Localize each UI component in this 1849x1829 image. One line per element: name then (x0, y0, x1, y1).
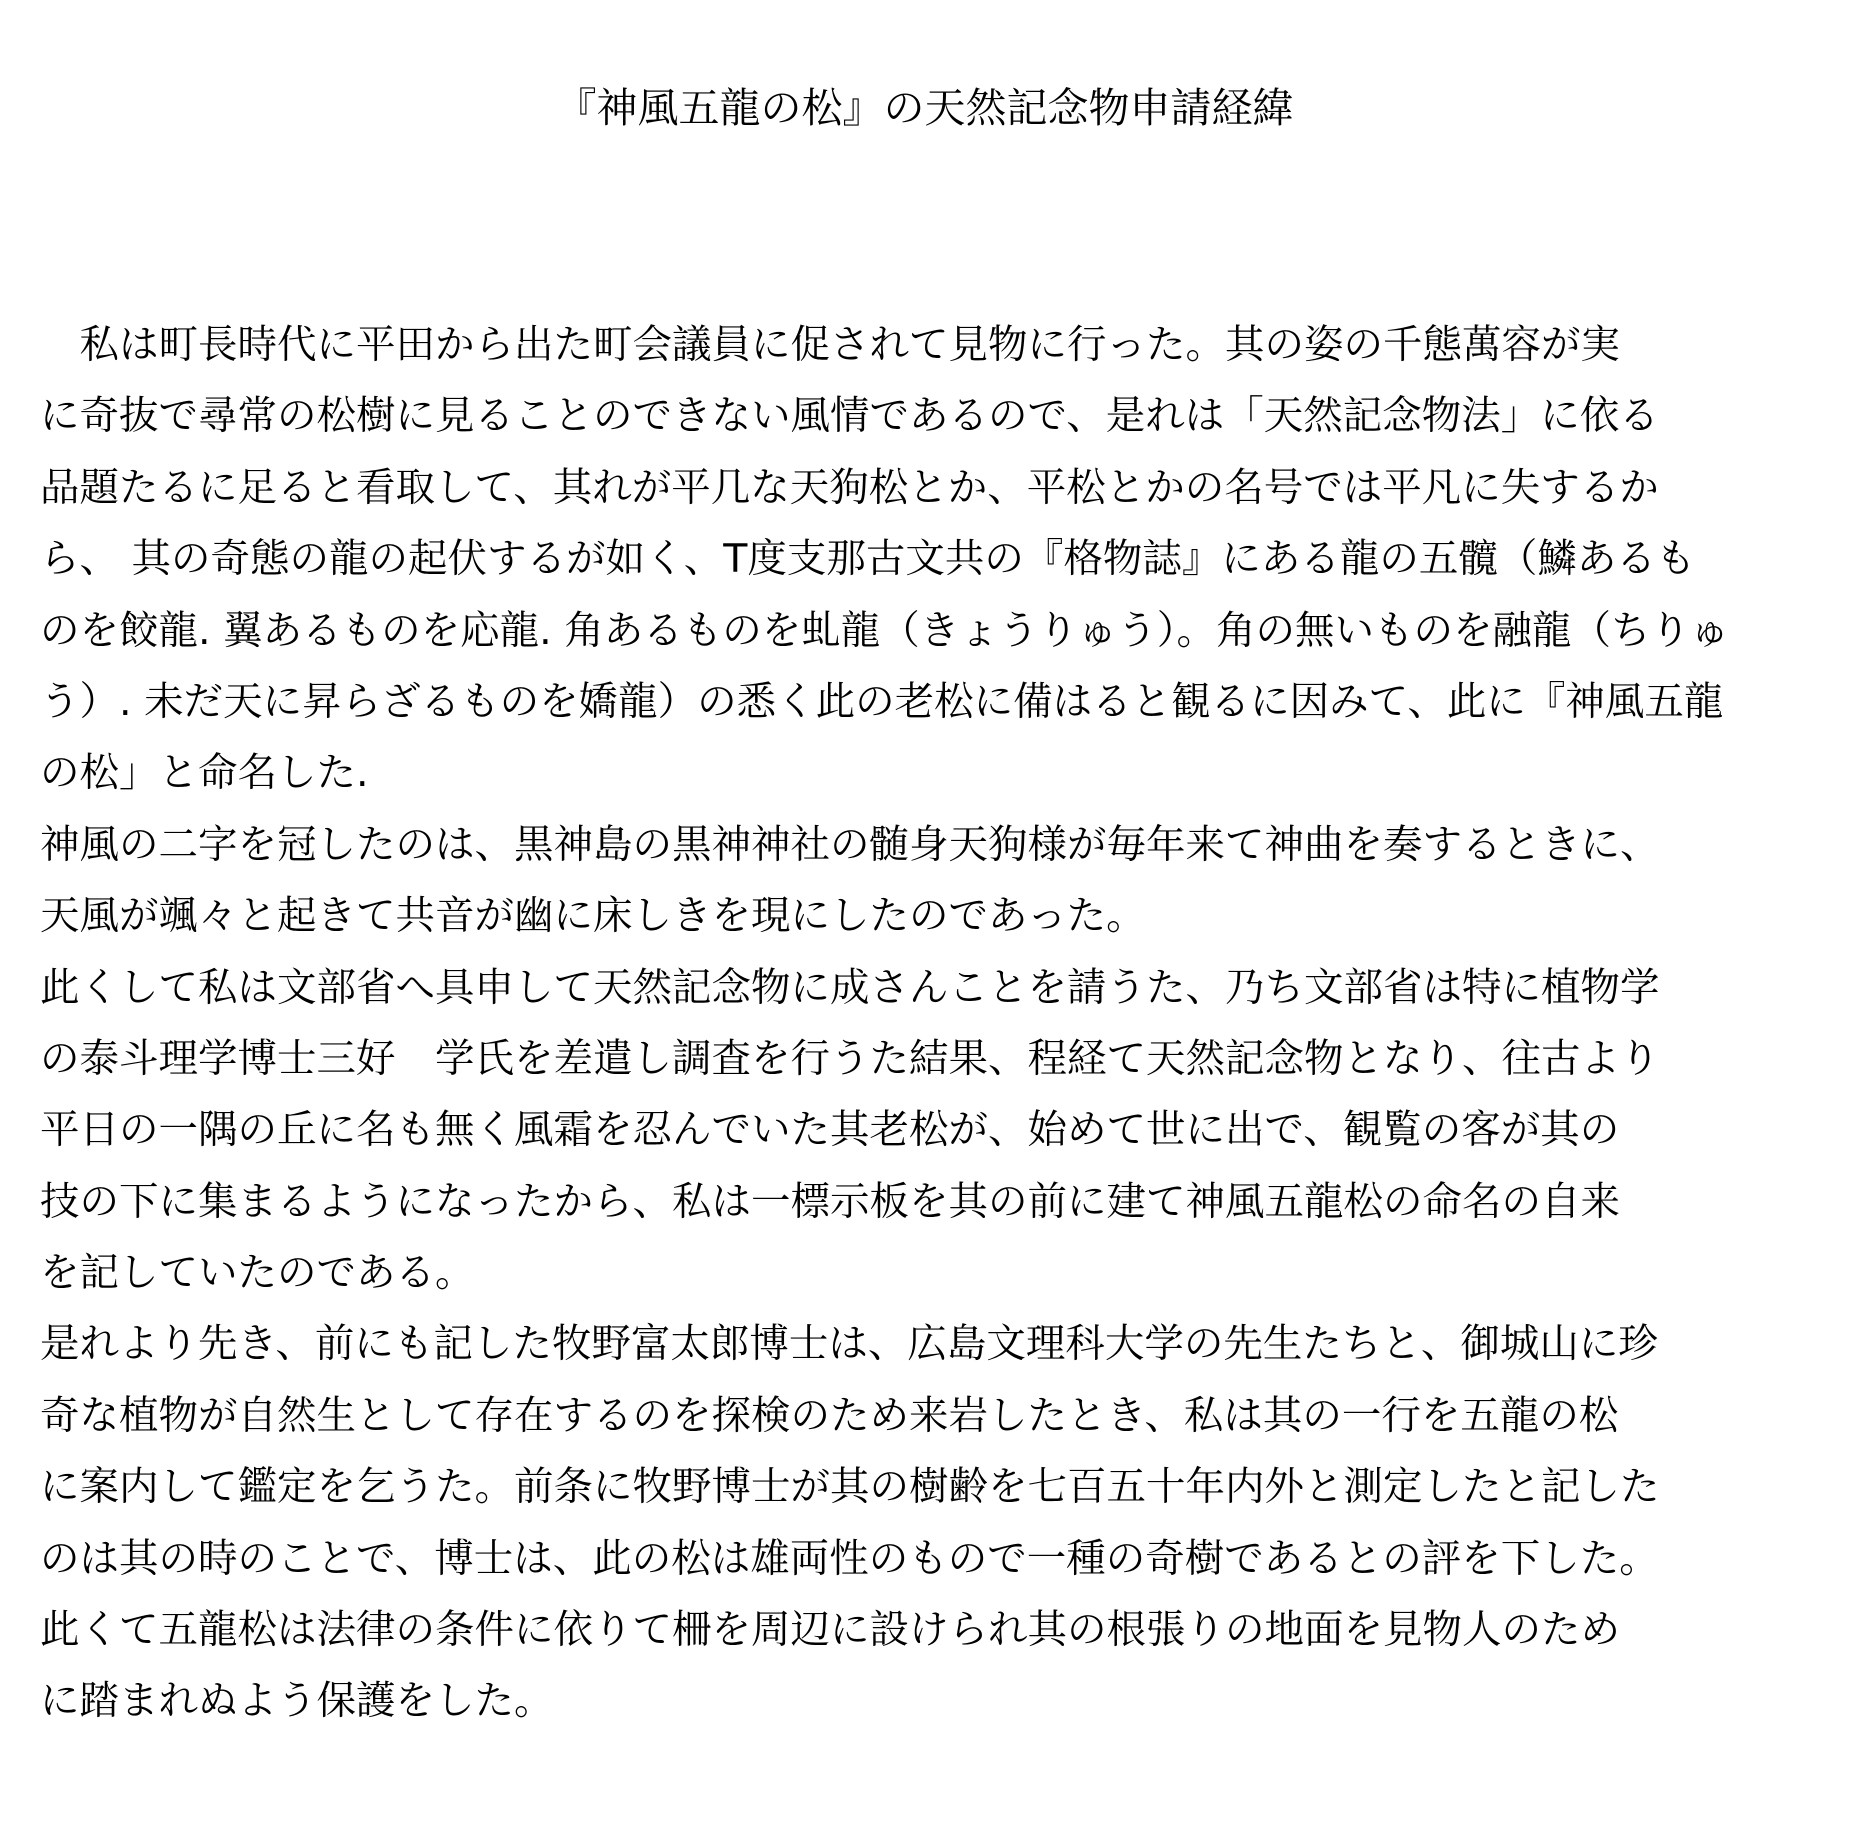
document-title: 『神風五龍の松』の天然記念物申請経緯 (555, 84, 1294, 132)
text-line: 是れより先き、前にも記した牧野富太郎博士は、広島文理科大学の先生たちと、御城山に珍 (40, 1321, 1658, 1368)
text-line: 此くて五龍松は法律の条件に依りて柵を周辺に設けられ其の根張りの地面を見物人のため (40, 1607, 1620, 1654)
text-line: 平日の一隅の丘に名も無く風霜を忍んでいた其老松が、始めて世に出で、観覧の客が其の (40, 1107, 1620, 1154)
text-line: のは其の時のことで、博士は、此の松は雄両性のもので一種の奇樹であるとの評を下した。 (40, 1535, 1659, 1582)
text-line: 天風が颯々と起きて共音が幽に床しきを現にしたのであった。 (40, 893, 1146, 940)
text-line: に踏まれぬよう保護をした。 (40, 1678, 554, 1725)
text-line: に奇抜で尋常の松樹に見ることのできない風情であるので、是れは「天然記念物法」に依る (40, 393, 1659, 440)
document-body (40, 310, 1830, 1738)
text-line: 私は町長時代に平田から出た町会議員に促されて見物に行った。其の姿の千態萬容が実 (40, 322, 1620, 368)
text-line: 此くして私は文部省へ具申して天然記念物に成さんことを請うた、乃ち文部省は特に植物学 (40, 964, 1660, 1011)
text-line: 奇な植物が自然生として存在するのを探検のため来岩したとき、私は其の一行を五龍の松 (40, 1392, 1619, 1439)
text-line: 品題たるに足ると看取して、其れが平几な天狗松とか、平松とかの名号では平凡に失するか (40, 464, 1659, 511)
text-line: う）. 未だ天に昇らざるものを嬌龍）の悉く此の老松に備はると観るに因みて、此に『神風五龍 (40, 678, 1724, 725)
text-line: ら、 其の奇態の龍の起伏するが如く、T度支那古文共の『格物誌』にある龍の五髖（鱗あるも (40, 536, 1696, 583)
text-line: の泰斗理学博士三好 学氏を差遣し調査を行うた結果、程経て天然記念物となり、往古より (40, 1035, 1660, 1082)
text-line: 技の下に集まるようになったから、私は一標示板を其の前に建て神風五龍松の命名の自来 (40, 1178, 1620, 1225)
text-line: を記していたのである。 (40, 1250, 475, 1297)
text-line: のを餃龍. 翼あるものを応龍. 角あるものを虬龍（きょうりゅう）。角の無いものを融龍（ちりゅ (40, 607, 1730, 654)
text-line: 神風の二字を冠したのは、黒神島の黒神神社の髄身天狗様が毎年来て神曲を奏するときに、 (40, 821, 1660, 868)
text-line: の松」と命名した. (40, 750, 369, 797)
text-line: に案内して鑑定を乞うた。前条に牧野博士が其の樹齢を七百五十年内外と測定したと記した (40, 1464, 1660, 1511)
